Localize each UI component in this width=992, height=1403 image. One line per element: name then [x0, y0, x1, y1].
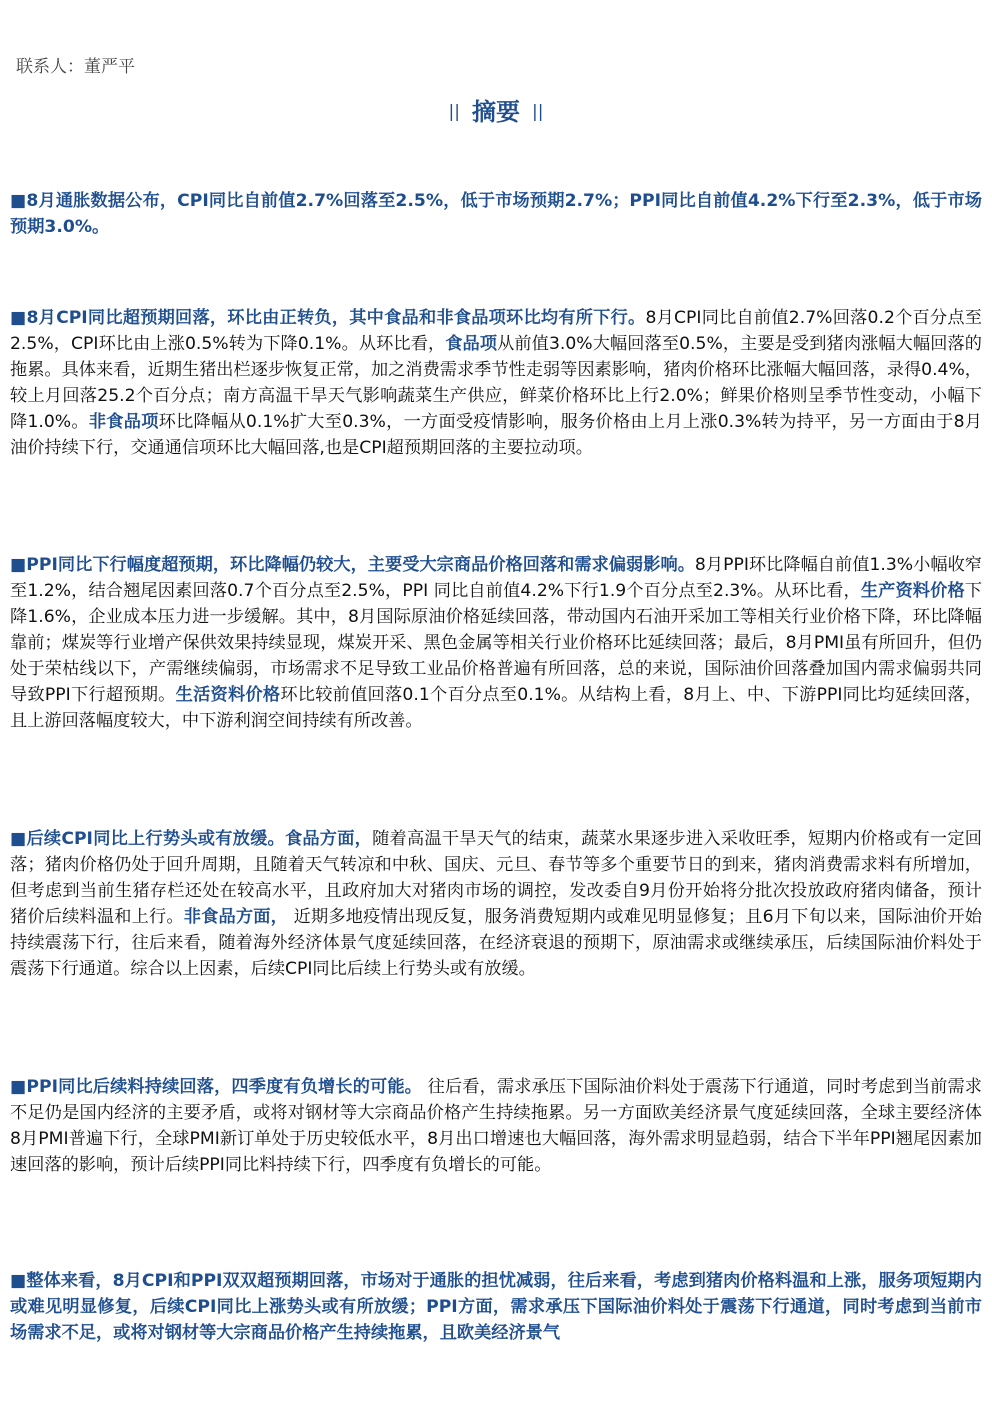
contact-person: 联系人：董严平: [16, 57, 135, 77]
highlight-living-materials: 生活资料价格: [175, 685, 281, 705]
highlight-food-item: 食品项: [445, 334, 498, 354]
summary-title: 摘要: [472, 98, 520, 126]
highlight-non-food-item: 非食品项: [88, 412, 159, 432]
paragraph-cpi-outlook: [10, 826, 982, 982]
paragraph-overall-summary: [10, 1268, 982, 1346]
paragraph-text: 环比较前值回落0.1个百分点至0.1%。从结构上看，8月上、中、下游PPI同比均延续回落，且上游回落幅度较大，中下游利润空间持续有所改善。: [10, 685, 982, 731]
summary-bar-right: ||: [532, 102, 544, 122]
paragraph-text: 随着高温干旱天气的结束，蔬菜水果逐步进入采收旺季，短期内价格或有一定回落；猪肉价格仍处于回升周期，且随着天气转凉和中秋、国庆、元旦、春节等多个重要节日的到来，猪肉消费需求料有所增加，但考虑到当前生猪存栏还处在较高水平，且政府加大对猪肉市场的调控，发改委自9月份开始将分批次投放政府猪肉储备，预计猪价后续料温和上行。: [10, 829, 982, 927]
paragraph-inflation-release: [10, 188, 982, 240]
paragraph-text: 下降1.6%，企业成本压力进一步缓解。其中，8月国际原油价格延续回落，带动国内石油开采加工等相关行业价格下降，环比降幅靠前；煤炭等行业增产保供效果持续显现，煤炭开采、黑色金属等相关行业价格环比延续回落；最后，8月PMI虽有所回升，但仍处于荣枯线以下，产需继续偏弱，市场需求不足导致工业品价格普遍有所回落，总的来说，国际油价回落叠加国内需求偏弱共同导致PPI下行超预期。: [10, 581, 982, 705]
paragraph-text: 从前值3.0%大幅回落至0.5%，主要是受到猪肉涨幅大幅回落的拖累。具体来看，近期生猪出栏逐步恢复正常，加之消费需求季节性走弱等因素影响，猪肉价格环比涨幅大幅回落，录得0.4%，较上月回落25.2个百分点；南方高温干旱天气影响蔬菜生产供应，鲜菜价格环比上行2.0%；鲜果价格则呈季节性变动，小幅下降1.0%。: [10, 334, 982, 432]
paragraph-cpi-analysis: [10, 305, 982, 461]
paragraph-bold-lead: ■8月通胀数据公布，CPI同比自前值2.7%回落至2.5%，低于市场预期2.7%；PPI同比自前值4.2%下行至2.3%，低于市场预期3.0%。: [10, 191, 982, 237]
paragraph-bold-lead: ■后续CPI同比上行势头或有放缓。食品方面，: [10, 829, 373, 849]
paragraph-text: 8月CPI同比自前值2.7%回落0.2个百分点至2.5%，CPI环比由上涨0.5%转为下降0.1%。从环比看，: [10, 308, 982, 354]
paragraph-bold-lead: ■PPI同比后续料持续回落，四季度有负增长的可能。: [10, 1077, 423, 1097]
paragraph-text: 近期多地疫情出现反复，服务消费短期内或难见明显修复；且6月下旬以来，国际油价开始持续震荡下行，往后来看，随着海外经济体景气度延续回落，在经济衰退的预期下，原油需求或继续承压，后续国际油价料处于震荡下行通道。综合以上因素，后续CPI同比后续上行势头或有放缓。: [10, 907, 982, 979]
paragraph-bold-lead: ■8月CPI同比超预期回落，环比由正转负，其中食品和非食品项环比均有所下行。: [10, 308, 646, 328]
summary-bar-left: ||: [448, 102, 460, 122]
highlight-production-materials: 生产资料价格: [860, 581, 965, 601]
paragraph-text: 环比降幅从0.1%扩大至0.3%，一方面受疫情影响，服务价格由上月上涨0.3%转为持平，另一方面由于8月油价持续下行，交通通信项环比大幅回落,也是CPI超预期回落的主要拉动项。: [10, 412, 982, 458]
paragraph-text: 8月PPI环比降幅自前值1.3%小幅收窄至1.2%，结合翘尾因素回落0.7个百分点至2.5%，PPI 同比自前值4.2%下行1.9个百分点至2.3%。从环比看，: [10, 555, 982, 601]
paragraph-bold-lead: ■PPI同比下行幅度超预期，环比降幅仍较大，主要受大宗商品价格回落和需求偏弱影响。: [10, 555, 695, 575]
highlight-non-food-aspect: 非食品方面，: [183, 907, 288, 927]
paragraph-ppi-outlook: [10, 1074, 982, 1178]
paragraph-bold-lead: ■整体来看，8月CPI和PPI双双超预期回落，市场对于通胀的担忧减弱，往后来看，考虑到猪肉价格料温和上涨，服务项短期内或难见明显修复，后续CPI同比上涨势头或有所放缓；PPI方面，需求承压下国际油价料处于震荡下行通道，同时考虑到当前市场需求不足，或将对钢材等大宗商品价格产生持续拖累，且欧美经济景气: [10, 1271, 982, 1343]
summary-heading: [0, 92, 992, 127]
paragraph-ppi-analysis: [10, 552, 982, 734]
paragraph-text: 往后看，需求承压下国际油价料处于震荡下行通道，同时考虑到当前需求不足仍是国内经济的主要矛盾，或将对钢材等大宗商品价格产生持续拖累。另一方面欧美经济景气度延续回落，全球主要经济体8月PMI普遍下行，全球PMI新订单处于历史较低水平，8月出口增速也大幅回落，海外需求明显趋弱，结合下半年PPI翘尾因素加速回落的影响，预计后续PPI同比料持续下行，四季度有负增长的可能。: [10, 1077, 982, 1175]
